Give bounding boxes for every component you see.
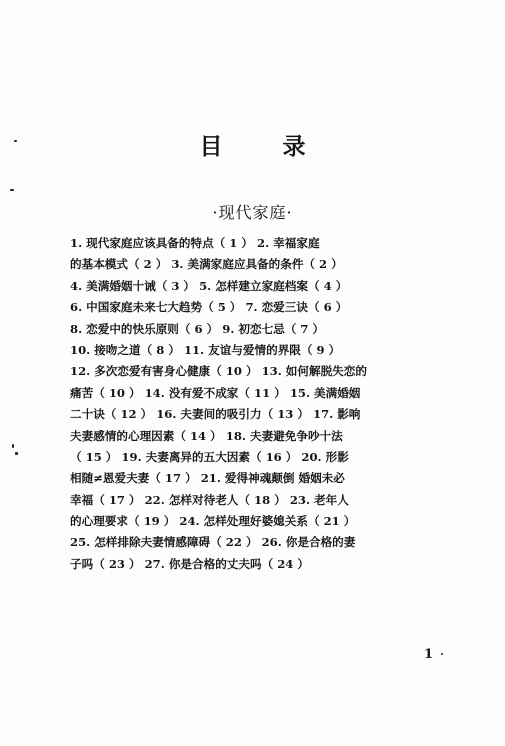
toc-line: 的基本模式（ 2 ） 3. 美满家庭应具备的条件（ 2 ） bbox=[70, 257, 343, 272]
toc-line: 25. 怎样排除夫妻情感障碍（ 22 ） 26. 你是合格的妻 bbox=[70, 535, 356, 550]
scan-speck bbox=[10, 189, 14, 191]
scan-speck bbox=[12, 444, 14, 448]
table-of-contents bbox=[70, 233, 446, 575]
scan-speck bbox=[14, 140, 17, 142]
toc-line: 痛苦（ 10 ） 14. 没有爱不成家（ 11 ） 15. 美满婚姻 bbox=[70, 385, 361, 400]
toc-line: 二十诀（ 12 ） 16. 夫妻间的吸引力（ 13 ） 17. 影响 bbox=[70, 407, 361, 422]
toc-line: 4. 美满婚姻十诫（ 3 ） 5. 怎样建立家庭档案（ 4 ） bbox=[70, 278, 348, 293]
toc-line: 10. 接吻之道（ 8 ） 11. 友谊与爱情的界限（ 9 ） bbox=[70, 342, 341, 357]
toc-line: 相随≠恩爱夫妻（ 17 ） 21. 爱得神魂颠倒 婚姻未必 bbox=[70, 471, 345, 486]
toc-line: 6. 中国家庭未来七大趋势（ 5 ） 7. 恋爱三诀（ 6 ） bbox=[70, 300, 348, 315]
toc-line: 幸福（ 17 ） 22. 怎样对待老人（ 18 ） 23. 老年人 bbox=[70, 492, 349, 507]
page-title: 目 录 bbox=[199, 133, 332, 160]
scan-speck bbox=[15, 452, 18, 455]
toc-line: （ 15 ） 19. 夫妻离异的五大因素（ 16 ） 20. 形影 bbox=[70, 449, 349, 464]
toc-line: 1. 现代家庭应该具备的特点（ 1 ） 2. 幸福家庭 bbox=[70, 236, 320, 250]
page-number: 1 bbox=[424, 647, 434, 662]
toc-line: 夫妻感情的心理因素（ 14 ） 18. 夫妻避免争吵十法 bbox=[70, 428, 343, 443]
scan-speck bbox=[441, 653, 443, 655]
toc-line: 8. 恋爱中的快乐原则（ 6 ） 9. 初恋七忌（ 7 ） bbox=[70, 321, 325, 336]
toc-line: 12. 多次恋爱有害身心健康（ 10 ） 13. 如何解脱失恋的 bbox=[70, 364, 367, 379]
toc-line: 的心理要求（ 19 ） 24. 怎样处理好婆媳关系（ 21 ） bbox=[70, 514, 356, 529]
section-heading: ·现代家庭· bbox=[212, 203, 293, 222]
toc-line: 子吗（ 23 ） 27. 你是合格的丈夫吗（ 24 ） bbox=[70, 556, 309, 571]
